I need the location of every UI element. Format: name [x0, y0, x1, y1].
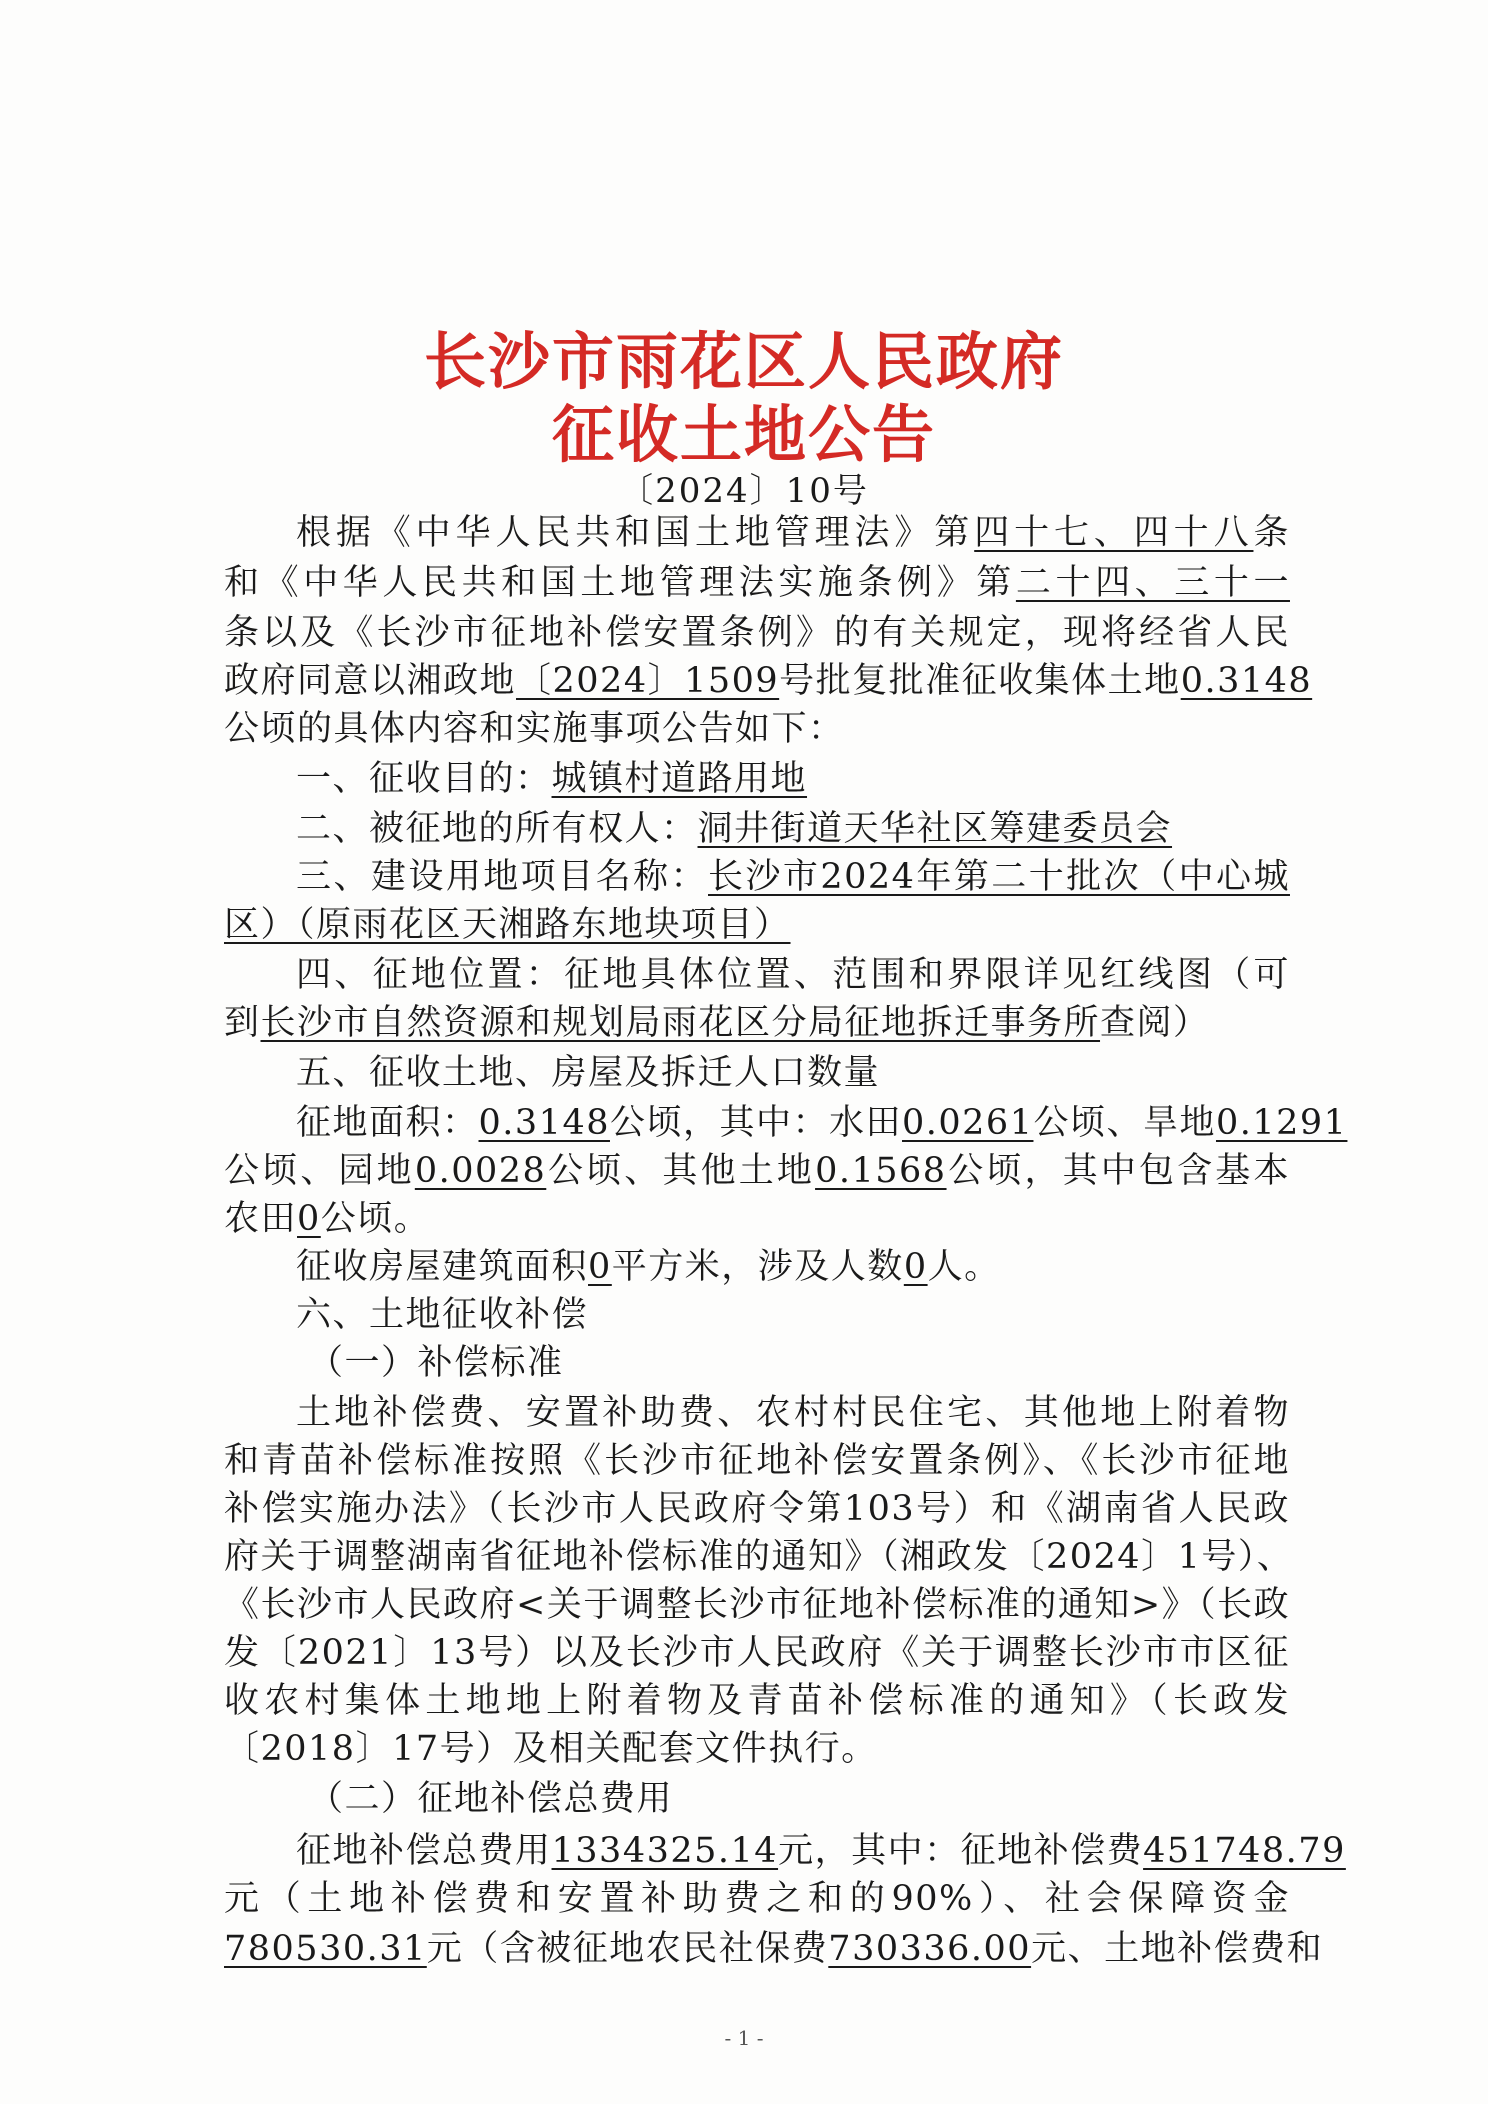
body-line: 公顷的具体内容和实施事项公告如下：: [224, 709, 845, 749]
body-line: 和青苗补偿标准按照《长沙市征地补偿安置条例》、《长沙市征地: [224, 1441, 1290, 1481]
body-line: 补偿实施办法》（长沙市人民政府令第103号）和《湖南省人民政: [224, 1489, 1290, 1529]
subsection-heading: （一）补偿标准: [308, 1343, 564, 1383]
page-number: - 1 -: [724, 2026, 764, 2050]
body-line: 和《中华人民共和国土地管理法实施条例》第二十四、三十一: [224, 563, 1290, 603]
body-line: 区）（原雨花区天湘路东地块项目）: [224, 905, 791, 945]
body-line: 四、征地位置：征地具体位置、范围和界限详见红线图（可: [296, 955, 1290, 995]
body-line: 一、征收目的：城镇村道路用地: [296, 759, 808, 799]
body-line: 公顷、园地0.0028公顷、其他土地0.1568公顷，其中包含基本: [224, 1151, 1290, 1191]
body-line: 《长沙市人民政府<关于调整长沙市征地补偿标准的通知>》（长政: [224, 1585, 1291, 1625]
announcement-title-line1: 长沙市雨花区人民政府: [423, 325, 1064, 398]
body-line: 征收房屋建筑面积0平方米，涉及人数0人。: [296, 1247, 1001, 1287]
body-line: 到长沙市自然资源和规划局雨花区分局征地拆迁事务所查阅）: [224, 1003, 1210, 1043]
body-line: 农田0公顷。: [224, 1199, 431, 1239]
body-line: 二、被征地的所有权人：洞井街道天华社区筹建委员会: [296, 809, 1173, 849]
body-line: 条以及《长沙市征地补偿安置条例》的有关规定，现将经省人民: [224, 613, 1290, 653]
body-line: 征地面积：0.3148公顷，其中：水田0.0261公顷、旱地0.1291: [296, 1103, 1348, 1143]
body-line: 元（土地补偿费和安置补助费之和的90%）、社会保障资金: [224, 1879, 1290, 1919]
body-line: 征地补偿总费用1334325.14元，其中：征地补偿费451748.79: [296, 1831, 1346, 1871]
subsection-heading: （二）征地补偿总费用: [308, 1779, 674, 1819]
body-line: 780530.31元（含被征地农民社保费730336.00元、土地补偿费和: [224, 1929, 1324, 1969]
announcement-title-line2: 征收土地公告: [551, 398, 936, 471]
section-heading: 六、土地征收补偿: [296, 1295, 589, 1335]
body-line: 三、建设用地项目名称：长沙市2024年第二十批次（中心城: [296, 857, 1290, 897]
body-line: 收农村集体土地地上附着物及青苗补偿标准的通知》（长政发: [224, 1681, 1290, 1721]
body-line: 政府同意以湘政地〔2024〕1509号批复批准征收集体土地0.3148: [224, 661, 1313, 701]
body-line: 〔2018〕17号）及相关配套文件执行。: [224, 1729, 878, 1769]
body-line: 发〔2021〕13号）以及长沙市人民政府《关于调整长沙市市区征: [224, 1633, 1290, 1673]
body-line: 土地补偿费、安置补助费、农村村民住宅、其他地上附着物: [296, 1393, 1290, 1433]
body-line: 根据《中华人民共和国土地管理法》第四十七、四十八条: [296, 513, 1290, 553]
body-line: 府关于调整湖南省征地补偿标准的通知》（湘政发〔2024〕1号）、: [224, 1537, 1294, 1577]
document-number: 〔2024〕10号: [619, 471, 869, 511]
body-line: 五、征收土地、房屋及拆迁人口数量: [296, 1053, 881, 1093]
